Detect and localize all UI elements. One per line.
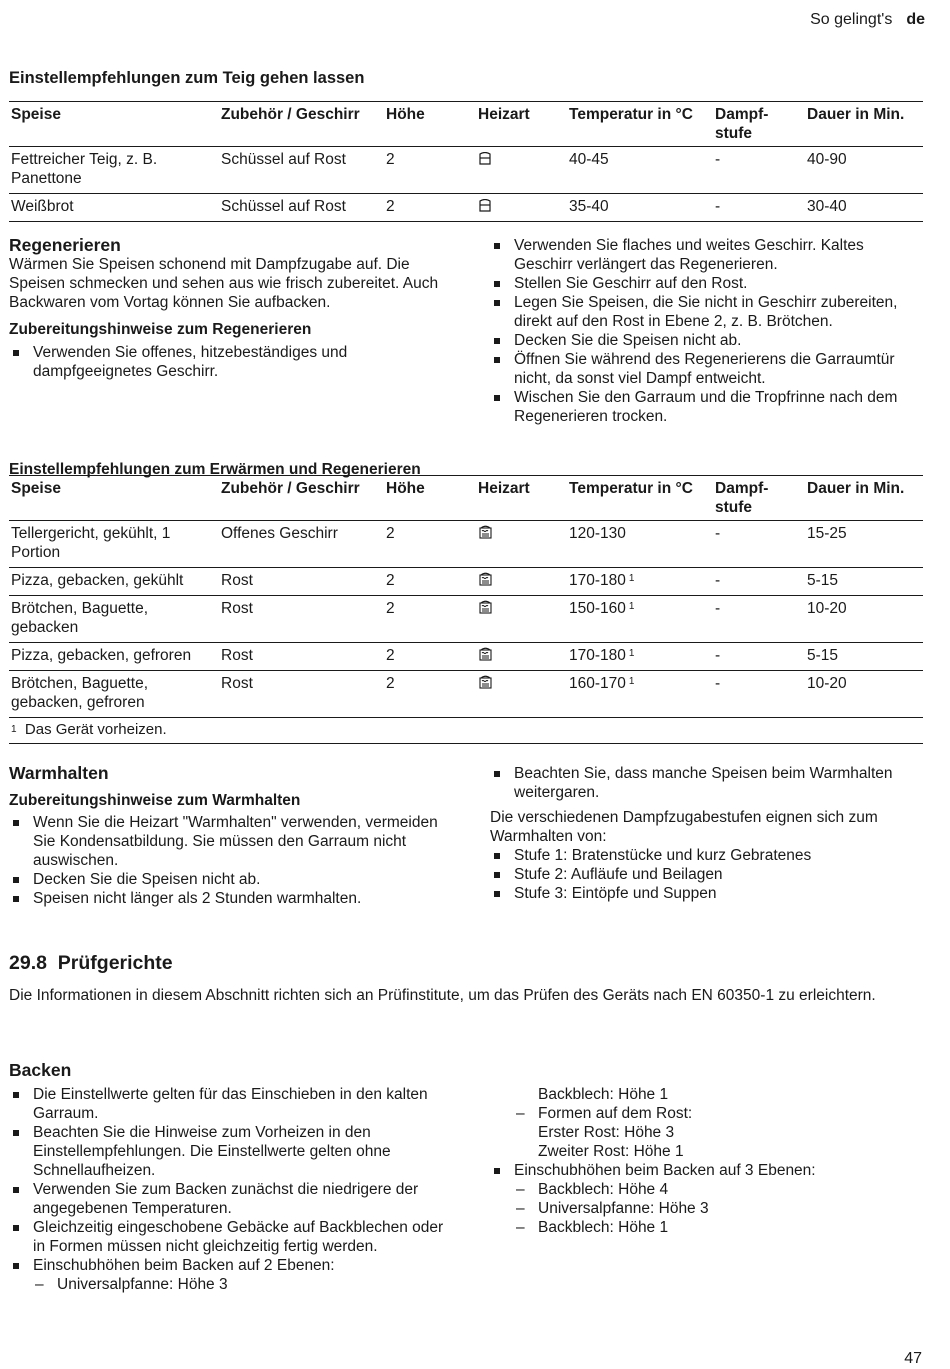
- list-item: Stufe 1: Bratenstücke und kurz Gebratenes: [490, 846, 925, 865]
- three-level-heading: Einschubhöhen beim Backen auf 3 Ebenen:: [514, 1162, 816, 1179]
- temperature-value: 160-170: [569, 675, 626, 692]
- cell-accessory: Offenes Geschirr: [221, 525, 338, 542]
- cell-temperature: [567, 671, 713, 718]
- temperature-value: 120-130: [569, 525, 626, 542]
- two-level-heading: Einschubhöhen beim Backen auf 2 Ebenen:: [33, 1257, 335, 1274]
- cell-accessory: Rost: [221, 675, 253, 692]
- warm-levels-list: [490, 846, 925, 903]
- regenerate-icon: [478, 600, 493, 617]
- list-item: Gleichzeitig eingeschobene Gebäcke auf Backblechen oder in Formen müssen nicht gleichzeitig fertig werden.: [9, 1218, 449, 1256]
- cell-temperature: [567, 568, 713, 596]
- cell-steam: -: [715, 198, 721, 215]
- table1-header-row: [9, 102, 923, 147]
- header-section-title: So gelingt's: [810, 11, 893, 28]
- regen-left-column: [9, 236, 439, 381]
- warm-right-column: [490, 764, 925, 903]
- cell-accessory: Schüssel auf Rost: [221, 151, 346, 168]
- regen-intro: Wärmen Sie Speisen schonend mit Dampfzugabe auf. Die Speisen schmecken und sehen aus wie frisch zubereitet. Auch Backwaren vom Vortag können Sie aufbacken.: [9, 256, 439, 311]
- warm-hints-title: Zubereitungshinweise zum Warmhalten: [9, 792, 301, 809]
- list-item: Die Einstellwerte gelten für das Einschieben in den kalten Garraum.: [9, 1085, 449, 1123]
- regenerate-icon: [478, 572, 493, 589]
- table2-title: Einstellempfehlungen zum Erwärmen und Regenerieren: [9, 460, 421, 478]
- list-item: Verwenden Sie zum Backen zunächst die niedrigere der angegebenen Temperaturen.: [9, 1180, 449, 1218]
- table1-proving: [9, 101, 923, 222]
- cell-level: 2: [386, 151, 395, 168]
- col-header: Temperatur in °C: [569, 480, 693, 497]
- list-item: Verwenden Sie offenes, hitzebeständiges und dampfgeeignetes Geschirr.: [9, 343, 439, 381]
- cell-level: 2: [386, 647, 395, 664]
- header-language: de: [906, 11, 925, 28]
- footnote-mark: 1: [11, 724, 17, 735]
- cell-dish: Brötchen, Baguette, gebacken: [11, 600, 149, 636]
- backen-left-column: [9, 1085, 449, 1294]
- table-row: [9, 596, 923, 643]
- regen-left-list: [9, 343, 439, 381]
- col-header: Zubehör / Geschirr: [221, 480, 360, 497]
- col-header: Dauer in Min.: [807, 106, 905, 123]
- warm-left-list: [9, 813, 449, 908]
- col-header: Speise: [11, 106, 61, 123]
- table-row: [9, 643, 923, 671]
- cell-level: 2: [386, 572, 395, 589]
- cell-accessory: Rost: [221, 572, 253, 589]
- sub-list-item: – Universalpfanne: Höhe 3: [33, 1275, 449, 1294]
- col-header: Zubehör / Geschirr: [221, 106, 360, 123]
- cell-steam: -: [715, 675, 721, 692]
- footnote-ref: 1: [628, 573, 635, 584]
- cell-steam: -: [715, 572, 721, 589]
- list-item: Stufe 2: Aufläufe und Beilagen: [490, 865, 925, 884]
- temperature-value: 170-180: [569, 572, 626, 589]
- section-title-pruefgerichte: 29.8 Prüfgerichte: [9, 952, 173, 974]
- cell-dish: Fettreicher Teig, z. B. Panettone: [11, 151, 158, 187]
- list-item: Decken Sie die Speisen nicht ab.: [9, 870, 449, 889]
- cell-level: 2: [386, 525, 395, 542]
- sub-list-item: [514, 1104, 925, 1161]
- regen-right-list: [490, 236, 920, 426]
- cell-accessory: Rost: [221, 600, 253, 617]
- regenerate-icon: [478, 675, 493, 692]
- cell-level: 2: [386, 198, 395, 215]
- forms-second: Zweiter Rost: Höhe 1: [538, 1143, 684, 1160]
- temperature-value: 170-180: [569, 647, 626, 664]
- list-item: Speisen nicht länger als 2 Stunden warmhalten.: [9, 889, 449, 908]
- col-header: Dampf-stufe: [715, 106, 769, 142]
- three-level-sublist: [514, 1180, 925, 1237]
- sub-list-item: – Backblech: Höhe 1: [514, 1218, 925, 1237]
- cell-duration: 5-15: [807, 647, 839, 664]
- col-header: Dampf-stufe: [715, 480, 769, 516]
- warm-left-column: [9, 764, 449, 908]
- footnote-ref: 1: [628, 648, 635, 659]
- cell-duration: 40-90: [807, 151, 847, 168]
- cell-duration: 15-25: [807, 525, 847, 542]
- list-item: Wenn Sie die Heizart "Warmhalten" verwenden, vermeiden Sie Kondensatbildung. Sie müssen den Garraum nicht auswischen.: [9, 813, 449, 870]
- col-header: Heizart: [478, 480, 530, 497]
- cell-duration: 5-15: [807, 572, 839, 589]
- footnote-ref: 1: [628, 676, 635, 687]
- list-item: Beachten Sie, dass manche Speisen beim Warmhalten weitergaren.: [490, 764, 925, 802]
- cell-accessory: Schüssel auf Rost: [221, 198, 346, 215]
- cell-temperature: [567, 521, 713, 568]
- table2-reheating: [9, 475, 923, 744]
- two-level-sublist: [33, 1275, 449, 1294]
- backen-right-column: [490, 1085, 925, 1237]
- list-item: Verwenden Sie flaches und weites Geschirr. Kaltes Geschirr verlängert das Regenerieren.: [490, 236, 920, 274]
- table-row: [9, 521, 923, 568]
- backen-left-list: [9, 1085, 449, 1294]
- table1-title: Einstellempfehlungen zum Teig gehen lassen: [9, 69, 365, 87]
- warm-right-list: [490, 764, 925, 802]
- col-header: Temperatur in °C: [569, 106, 693, 123]
- table-row: [9, 671, 923, 718]
- warm-levels-intro: Die verschiedenen Dampfzugabestufen eignen sich zum Warmhalten von:: [490, 809, 878, 845]
- two-level-sublist-cont: [490, 1104, 925, 1161]
- list-item: Stufe 3: Eintöpfe und Suppen: [490, 884, 925, 903]
- cell-temperature: [567, 643, 713, 671]
- table-row: [9, 194, 923, 222]
- regen-title: Regenerieren: [9, 235, 121, 255]
- cell-accessory: Rost: [221, 647, 253, 664]
- cell-duration: 10-20: [807, 600, 847, 617]
- cell-dish: Tellergericht, gekühlt, 1 Portion: [11, 525, 171, 561]
- list-item: Beachten Sie die Hinweise zum Vorheizen in den Einstellempfehlungen. Die Einstellwerte gelten ohne Schnellaufheizen.: [9, 1123, 449, 1180]
- regenerate-icon: [478, 647, 493, 664]
- table-row: [9, 568, 923, 596]
- col-header: Dauer in Min.: [807, 480, 905, 497]
- cell-dish: Brötchen, Baguette, gebacken, gefroren: [11, 675, 149, 711]
- warm-title: Warmhalten: [9, 763, 109, 783]
- footnote-text: Das Gerät vorheizen.: [24, 721, 167, 738]
- sub-list-item: – Universalpfanne: Höhe 3: [514, 1199, 925, 1218]
- col-header: Höhe: [386, 480, 425, 497]
- col-header: Heizart: [478, 106, 530, 123]
- list-item: Öffnen Sie während des Regenerierens die Garraumtür nicht, da sonst viel Dampf entweicht.: [490, 350, 920, 388]
- cell-temperature: 35-40: [569, 198, 609, 215]
- cell-dish: Pizza, gebacken, gekühlt: [11, 572, 184, 589]
- list-item: Decken Sie die Speisen nicht ab.: [490, 331, 920, 350]
- col-header: Höhe: [386, 106, 425, 123]
- cell-steam: -: [715, 647, 721, 664]
- cell-dish: Weißbrot: [11, 198, 74, 215]
- dough-proving-icon: [478, 198, 492, 215]
- forms-first: Erster Rost: Höhe 3: [538, 1124, 675, 1141]
- footnote-ref: 1: [628, 601, 635, 612]
- table2-footnote-row: [9, 718, 923, 744]
- dough-proving-icon: [478, 151, 492, 168]
- list-item: [9, 1256, 449, 1294]
- cell-steam: -: [715, 151, 721, 168]
- cell-temperature: [567, 596, 713, 643]
- forms-heading: Formen auf dem Rost:: [538, 1105, 693, 1122]
- footnote: [9, 718, 923, 744]
- cell-steam: -: [715, 525, 721, 542]
- table-row: [9, 147, 923, 194]
- cell-level: 2: [386, 600, 395, 617]
- cell-duration: 10-20: [807, 675, 847, 692]
- temperature-value: 150-160: [569, 600, 626, 617]
- cell-temperature: 40-45: [569, 151, 609, 168]
- two-level-continuation: Backblech: Höhe 1: [538, 1086, 669, 1103]
- page-header: [810, 10, 925, 29]
- list-item: Stellen Sie Geschirr auf den Rost.: [490, 274, 920, 293]
- list-item: [490, 1161, 925, 1237]
- backen-title: Backen: [9, 1060, 72, 1080]
- cell-duration: 30-40: [807, 198, 847, 215]
- regen-hints-title: Zubereitungshinweise zum Regenerieren: [9, 321, 312, 338]
- table2-header-row: [9, 476, 923, 521]
- list-item: Wischen Sie den Garraum und die Tropfrinne nach dem Regenerieren trocken.: [490, 388, 920, 426]
- sub-list-item: – Backblech: Höhe 4: [514, 1180, 925, 1199]
- regen-right-column: [490, 236, 920, 426]
- regenerate-icon: [478, 525, 493, 542]
- col-header: Speise: [11, 480, 61, 497]
- cell-dish: Pizza, gebacken, gefroren: [11, 647, 192, 664]
- pruef-intro: Die Informationen in diesem Abschnitt richten sich an Prüfinstitute, um das Prüfen des Geräts nach EN 60350-1 zu erleichtern.: [9, 987, 876, 1004]
- page-number: 47: [904, 1350, 922, 1367]
- cell-steam: -: [715, 600, 721, 617]
- cell-level: 2: [386, 675, 395, 692]
- three-level-list: [490, 1161, 925, 1237]
- list-item: Legen Sie Speisen, die Sie nicht in Geschirr zubereiten, direkt auf den Rost in Ebene 2, z. B. Brötchen.: [490, 293, 920, 331]
